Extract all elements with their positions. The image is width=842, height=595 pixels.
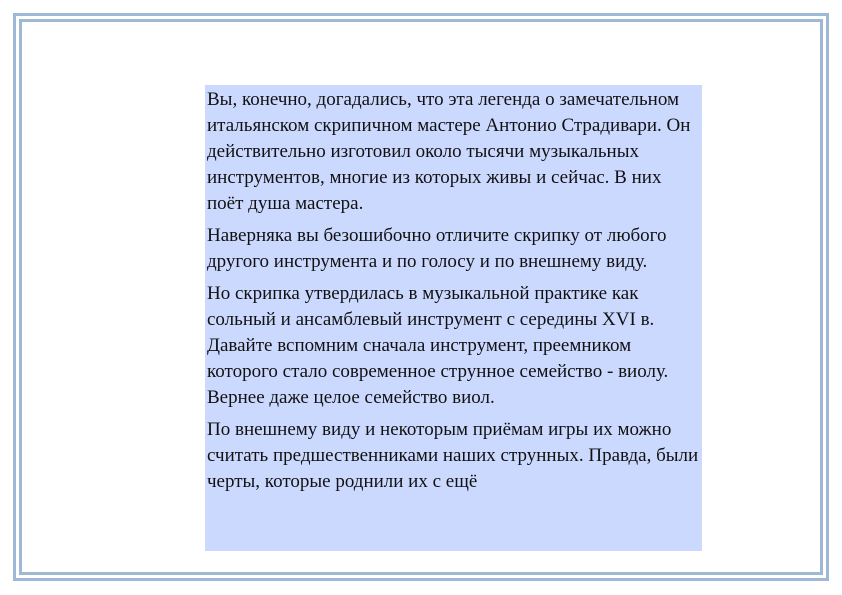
paragraph-1: Вы, конечно, догадались, что эта легенда о замечательном итальянском скрипичном мастере Антонио Страдивари. Он действительно изготовил около тысячи музыкальных инструментов, многие из которых живы и сейчас. В них поёт душа мастера. xyxy=(207,89,691,214)
paragraph-2: Наверняка вы безошибочно отличите скрипку от любого другого инструмента и по голосу и по внешнему виду. xyxy=(207,225,667,272)
text-box xyxy=(205,85,702,551)
paragraph-3: Но скрипка утвердилась в музыкальной практике как сольный и ансамблевый инструмент с середины XVI в. Давайте вспомним сначала инструмент, преемником которого стало современное струнное семейство - виолу. Вернее даже целое семейство виол. xyxy=(207,283,669,408)
paragraph-4: По внешнему виду и некоторым приёмам игры их можно считать предшественниками наших струнных. Правда, были черты, которые роднили их с ещё xyxy=(207,419,699,492)
